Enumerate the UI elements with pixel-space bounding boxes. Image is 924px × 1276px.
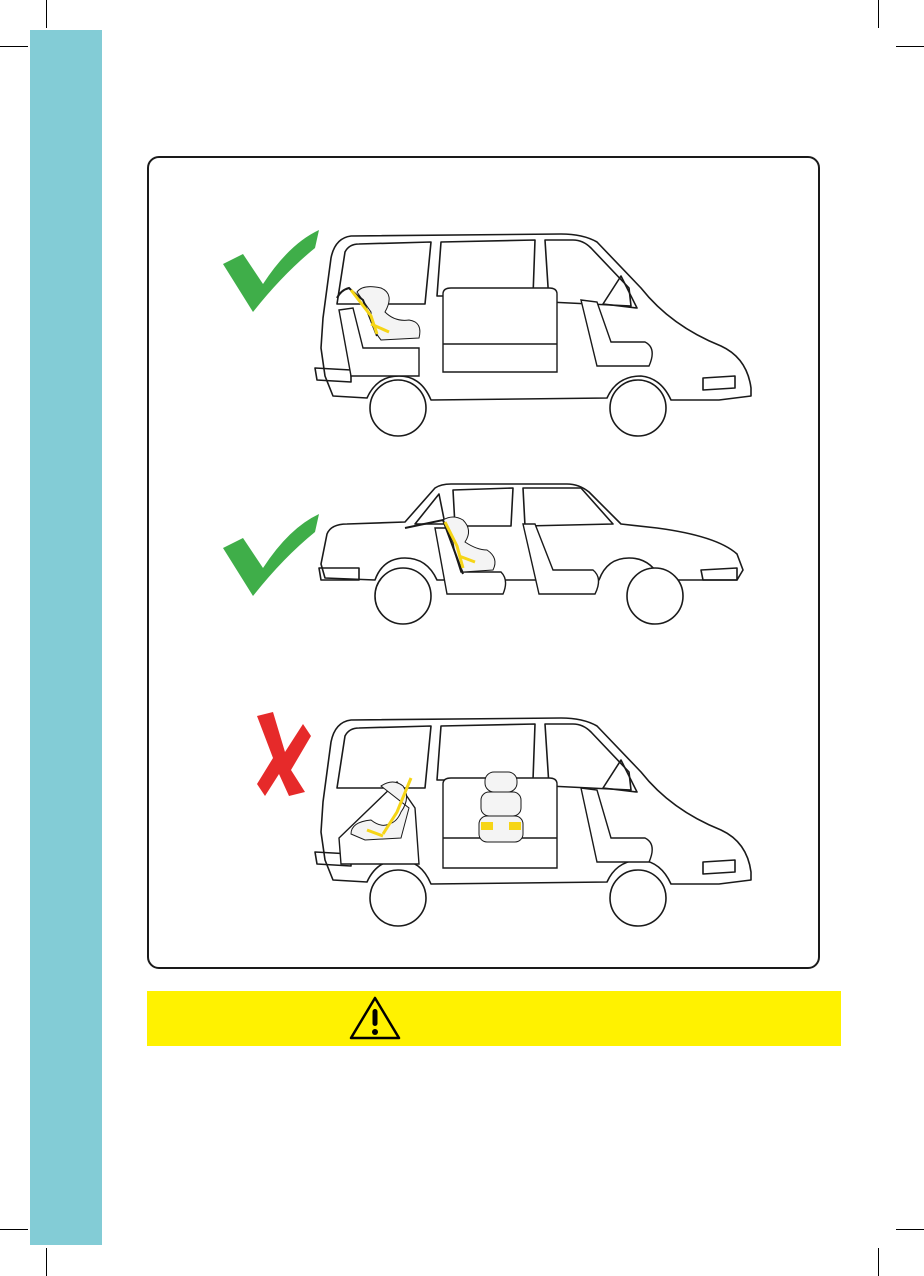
red-cross-icon xyxy=(257,712,311,796)
scene-2-sedan xyxy=(223,484,743,624)
sidebar-color-band xyxy=(30,30,102,1245)
green-checkmark-icon xyxy=(223,514,319,596)
crop-mark xyxy=(878,1248,879,1276)
installation-figure-panel xyxy=(147,156,820,969)
scene-3-minivan xyxy=(257,712,751,926)
crop-mark xyxy=(878,0,879,28)
scene-1-minivan xyxy=(223,230,751,436)
green-checkmark-icon xyxy=(223,230,319,312)
warning-triangle-icon xyxy=(349,995,401,1041)
crop-mark xyxy=(896,46,924,47)
crop-mark xyxy=(46,0,47,28)
crop-mark xyxy=(0,46,28,47)
crop-mark xyxy=(46,1248,47,1276)
child-seat-front-icon xyxy=(479,772,523,842)
crop-mark xyxy=(0,1229,28,1230)
crop-mark xyxy=(896,1229,924,1230)
warning-bar xyxy=(147,991,841,1046)
